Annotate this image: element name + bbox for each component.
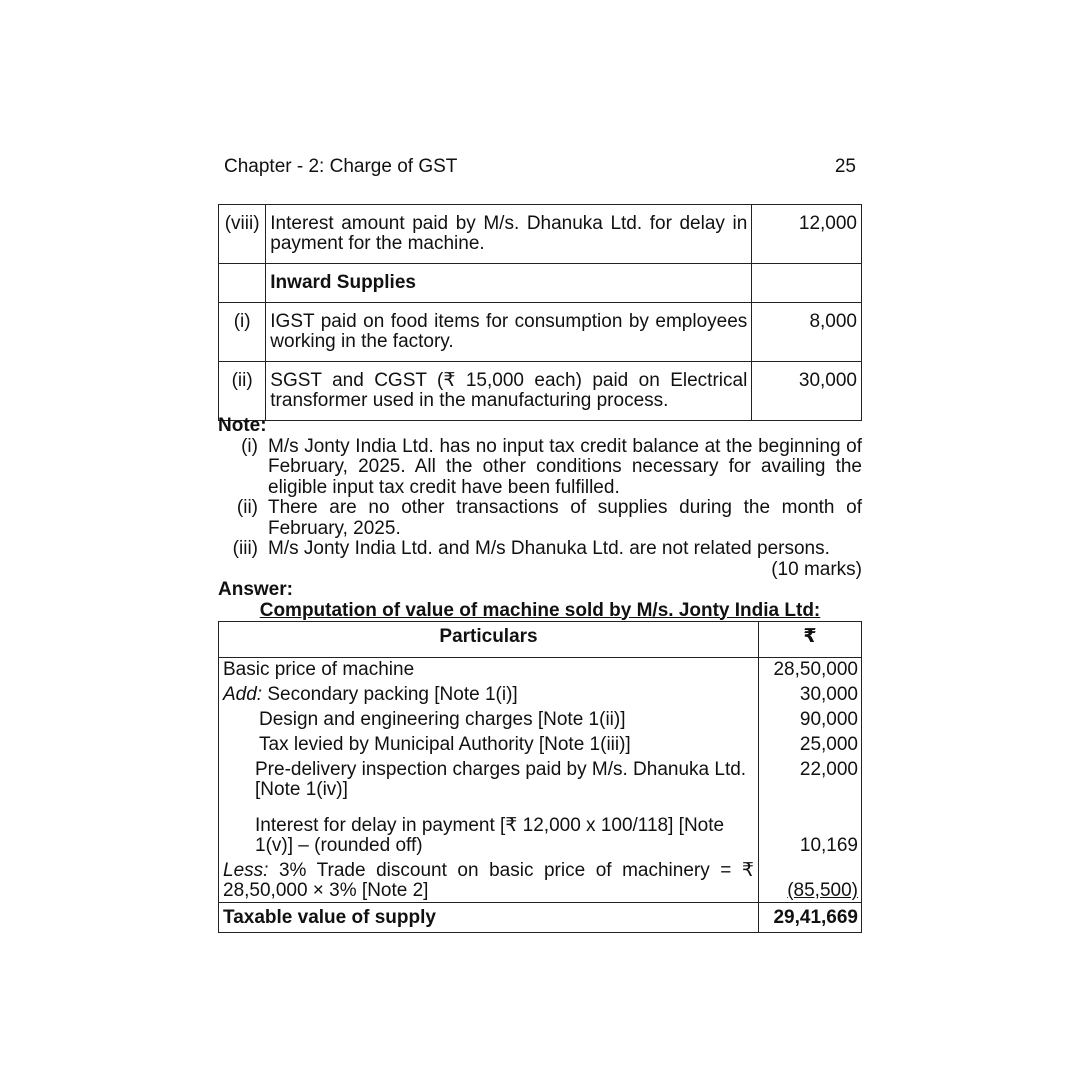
table-row (219, 732, 862, 757)
table-row (219, 802, 862, 858)
interest-amount: 10,169 (759, 802, 862, 858)
table-row (219, 858, 862, 903)
basic-price-label: Basic price of machine (219, 658, 759, 683)
inspection-charges-label: Pre-delivery inspection charges paid by M/s. Dhanuka Ltd. [Note 1(iv)] (219, 757, 759, 802)
chapter-title: Chapter - 2: Charge of GST (224, 156, 458, 177)
municipal-tax-amount: 25,000 (759, 732, 862, 757)
note-item (218, 539, 862, 560)
total-row (219, 903, 862, 933)
marks-label: (10 marks) (771, 558, 862, 580)
less-label: Less: (223, 860, 269, 881)
taxable-value-amount: 29,41,669 (759, 903, 862, 933)
note-number: (i) (241, 435, 258, 457)
note-text: M/s Jonty India Ltd. and M/s Dhanuka Ltd. are not related persons. (268, 538, 830, 559)
row-amount: 12,000 (752, 205, 862, 264)
inspection-charges-amount: 22,000 (759, 757, 862, 802)
table-row (219, 362, 862, 421)
note-number: (ii) (236, 497, 258, 518)
table-row (219, 264, 862, 303)
running-header (224, 154, 858, 180)
secondary-packing-label: Secondary packing [Note 1(i)] (267, 684, 518, 705)
add-label: Add: (223, 684, 263, 705)
notes-section (218, 416, 862, 621)
note-text: M/s Jonty India Ltd. has no input tax credit balance at the beginning of February, 2025. All the other conditions necessary for availing the eligible input tax credit have been fulfilled. (268, 435, 862, 498)
currency-header: ₹ (759, 622, 862, 658)
document-page (218, 0, 862, 1080)
particulars-header: Particulars (219, 622, 759, 658)
supplies-table (218, 204, 862, 421)
note-heading: Note: (218, 415, 267, 436)
basic-price-amount: 28,50,000 (759, 658, 862, 683)
note-text: There are no other transactions of supplies during the month of February, 2025. (268, 497, 862, 539)
trade-discount-label: 3% Trade discount on basic price of machinery = ₹ 28,50,000 × 3% [Note 2] (223, 860, 755, 901)
interest-label: Interest for delay in payment [₹ 12,000 x 100/118] [Note 1(v)] – (rounded off) (219, 802, 759, 858)
note-item (218, 498, 862, 539)
row-amount (752, 264, 862, 303)
table-row (219, 707, 862, 732)
secondary-packing-amount: 30,000 (759, 682, 862, 707)
table-row (219, 303, 862, 362)
table-row (219, 205, 862, 264)
municipal-tax-label: Tax levied by Municipal Authority [Note 1(iii)] (219, 732, 759, 757)
taxable-value-label: Taxable value of supply (219, 903, 759, 933)
table-row (219, 757, 862, 802)
row-number: (viii) (219, 205, 266, 264)
row-description: Interest amount paid by M/s. Dhanuka Ltd. for delay in payment for the machine. (266, 205, 752, 264)
table-header-row (219, 622, 862, 658)
row-amount: 30,000 (752, 362, 862, 421)
secondary-packing-cell (219, 682, 759, 707)
section-heading: Inward Supplies (266, 264, 752, 303)
row-description: IGST paid on food items for consumption by employees working in the factory. (266, 303, 752, 362)
note-number: (iii) (232, 538, 258, 559)
design-charges-label: Design and engineering charges [Note 1(ii)] (219, 707, 759, 732)
table-row (219, 658, 862, 683)
note-item (218, 437, 862, 499)
trade-discount-amount: (85,500) (787, 880, 858, 901)
trade-discount-amount-cell (759, 858, 862, 903)
trade-discount-cell (219, 858, 759, 903)
row-amount: 8,000 (752, 303, 862, 362)
answer-heading: Answer: (218, 579, 293, 600)
row-description: SGST and CGST (₹ 15,000 each) paid on Electrical transformer used in the manufacturing process. (266, 362, 752, 421)
design-charges-amount: 90,000 (759, 707, 862, 732)
computation-table (218, 621, 862, 933)
row-number (219, 264, 266, 303)
computation-title: Computation of value of machine sold by M/s. Jonty India Ltd: (259, 599, 821, 621)
row-number: (ii) (219, 362, 266, 421)
row-number: (i) (219, 303, 266, 362)
table-row (219, 682, 862, 707)
page-number: 25 (834, 156, 856, 177)
